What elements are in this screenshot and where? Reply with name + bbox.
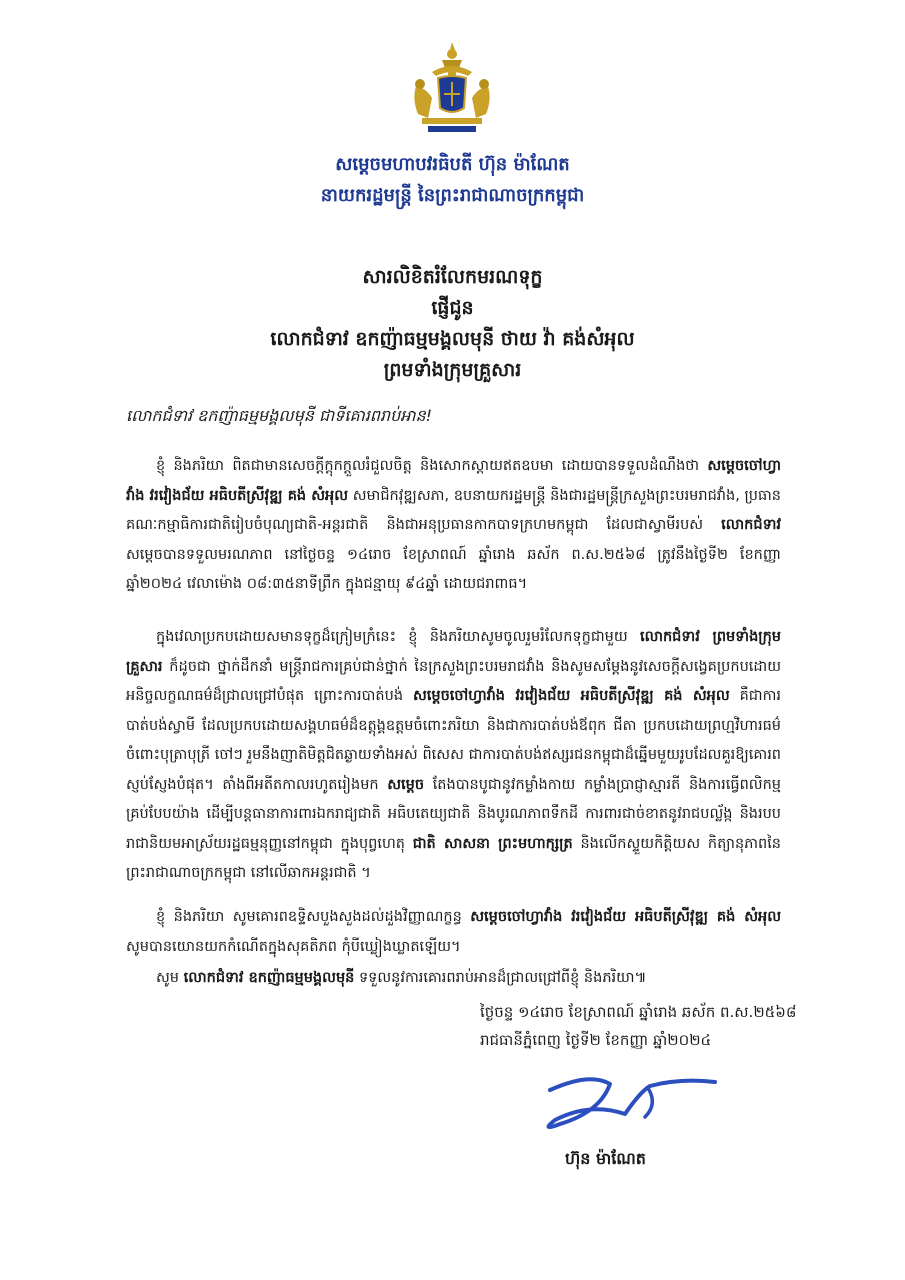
text-run: ក៏ដូចជា ថ្នាក់ដឹកនាំ មន្ត្រីរាជការគ្រប់ជាន់ថ្នាក់ នៃក្រសួងព្រះបរមរាជវាំង និងសូមសម្ដែងនូវសេចក្ដីសង្វេគប្រកបដោយអនិច្ចលក្ខណធម៌ដ៏ជ្រាលជ្រៅបំផុត ព្រោះការបាត់បង់	[126, 658, 781, 704]
letter-title	[0, 262, 905, 386]
text-run: ទទួលនូវការគោរពរាប់អានដ៏ជ្រាលជ្រៅពីខ្ញុំ និងភរិយា៕	[358, 970, 647, 986]
paragraph-2	[126, 623, 781, 889]
date-block	[480, 998, 797, 1054]
text-run: ខ្ញុំ និងភរិយា សូមគោរពឧទ្ទិសបួងសួងដល់ដួងវិញ្ញាណក្ខន្ធ	[156, 909, 462, 925]
text-run: សមាជិកវុឌ្ឍសភា, ឧបនាយករដ្ឋមន្ត្រី និងជារដ្ឋមន្ត្រីក្រសួងព្រះបរមរាជវាំង, ប្រធានគណៈកម្មាធិការជាតិរៀបចំបុណ្យជាតិ-អន្តរជាតិ និងជាអនុប្រធានកាកបាទក្រហមកម្ពុជា ដែលជាស្វាមីរបស់	[126, 487, 781, 533]
salutation: លោកជំទាវ ឧកញ៉ាធម្មមង្គលមុនី ជាទីគោរពរាប់អាន!	[126, 406, 433, 425]
signer-name: ហ៊ុន ម៉ាណែត	[565, 1149, 646, 1168]
paragraph-3	[126, 903, 781, 962]
solar-date: រាជធានីភ្នំពេញ ថ្ងៃទី២ ខែកញ្ញា ឆ្នាំ២០២៤	[480, 1031, 712, 1049]
deceased-title: សម្ដេច	[387, 776, 425, 793]
national-motto: ជាតិ សាសនា ព្រះមហាក្សត្រ	[412, 835, 573, 852]
text-run: តែងបានបូជានូវកម្លាំងកាយ កម្លាំងប្រាជ្ញាស្មារតី និងការធ្វើពលិកម្មគ្រប់បែបយ៉ាង ដើម្បីបន្តធានាការពារឯករាជ្យជាតិ អធិបតេយ្យជាតិ និងបូរណភាពទឹកដី ការពារជាច់ខាតនូវរាជបល្ល័ង្ក និងរបបរាជានិយមអាស្រ័យរដ្ឋធម្មនុញ្ញនៅកម្ពុជា ក្នុងបុព្វហេតុ	[126, 776, 781, 852]
recipient-title: លោកជំទាវ ឧកញ៉ាធម្មមង្គលមុនី	[183, 970, 355, 986]
title-line-4: ព្រមទាំងក្រុមគ្រួសារ	[383, 359, 522, 381]
text-run: ខ្ញុំ និងភរិយា ពិតជាមានសេចក្ដីក្ដុកក្ដួលរំជួលចិត្ត និងសោកស្ដាយឥតឧបមា ដោយបានទទួលដំណឹងថា	[156, 458, 700, 474]
recipient-title: លោកជំទាវ	[721, 517, 781, 533]
title-line-3: លោកជំទាវ ឧកញ៉ាធម្មមង្គលមុនី ថាយ វ៉ា គង់សំអុល	[270, 328, 635, 350]
deceased-name: សម្ដេចចៅហ្វាវាំង វរវៀងជ័យ អធិបតីស្រីវុឌ្ឍ គង់ សំអុល	[412, 688, 730, 704]
title-line-1: សារលិខិតរំលែកមរណទុក្ខ	[362, 266, 543, 288]
sender-role: នាយករដ្ឋមន្ត្រី នៃព្រះរាជាណាចក្រកម្ពុជា	[320, 185, 585, 206]
recipient-family: លោកជំទាវ ព្រមទាំងក្រុមគ្រួសារ	[126, 629, 782, 675]
text-run: គឺជាការបាត់បង់ស្វាមី ដែលប្រកបដោយសង្គហធម៌ដ៏ឧត្ដុង្គឧត្ដមចំពោះភរិយា និងជាការបាត់បង់ឪពុក ជីតា ប្រកបដោយព្រហ្មវិហារធម៌ចំពោះបុត្រាបុត្រី ចៅៗ រួមនឹងញាតិមិត្តជិតឆ្ងាយទាំងអស់ ពិសេស ជាការបាត់បង់ឥស្សរជនកម្ពុជាដ៏ឆ្នើមមួយរូបដែលគួរឱ្យគោរពស្ញប់ស្ញែងបំផុត។ តាំងពីអតីតកាលរហូតរៀងមក	[126, 688, 782, 793]
sender-name: សម្ដេចមហាបវរធិបតី ហ៊ុន ម៉ាណែត	[335, 154, 570, 175]
paragraph-1	[126, 452, 781, 600]
royal-coat-of-arms-icon	[402, 38, 502, 138]
lunar-date: ថ្ងៃចន្ទ ១៤រោច ខែស្រាពណ៍ ឆ្នាំរោង ឆស័ក ព.ស.២៥៦៨	[480, 1003, 797, 1021]
title-line-2: ផ្ញើជូន	[431, 297, 474, 319]
text-run: សូម	[156, 970, 180, 986]
paragraph-4	[126, 964, 781, 994]
text-run: និងលើកស្ទួយកិត្តិយស កិត្យានុភាពនៃព្រះរាជាណាចក្រកម្ពុជា នៅលើឆាកអន្តរជាតិ ។	[126, 835, 782, 881]
text-run: សម្ដេចបានទទួលមរណភាព នៅថ្ងៃចន្ទ ១៤រោច ខែស្រាពណ៍ ឆ្នាំរោង ឆស័ក ព.ស.២៥៦៨ ត្រូវនឹងថ្ងៃទី២ ខែកញ្ញា ឆ្នាំ២០២៤ វេលាម៉ោង ០៨:៣៥នាទីព្រឹក ក្នុងជន្មាយុ ៩៤ឆ្នាំ ដោយជរាពាធ។	[126, 546, 781, 592]
text-run: សូមបានយោនយកកំណើតក្នុងសុគតិភព កុំបីឃ្លៀងឃ្លាតឡើយ។	[126, 938, 461, 955]
deceased-name: សម្ដេចចៅហ្វាវាំង វរវៀងជ័យ អធិបតីស្រីវុឌ្ឍ គង់ សំអុល	[126, 458, 781, 504]
handwritten-signature	[530, 1062, 730, 1142]
text-run: ក្នុងវេលាប្រកបដោយសមានទុក្ខដ៏ក្រៀមក្រំនេះ ខ្ញុំ និងភរិយាសូមចូលរួមរំលែកទុក្ខជាមួយ	[156, 629, 628, 645]
deceased-name: សម្ដេចចៅហ្វាវាំង វរវៀងជ័យ អធិបតីស្រីវុឌ្ឍ គង់ សំអុល	[470, 909, 782, 925]
